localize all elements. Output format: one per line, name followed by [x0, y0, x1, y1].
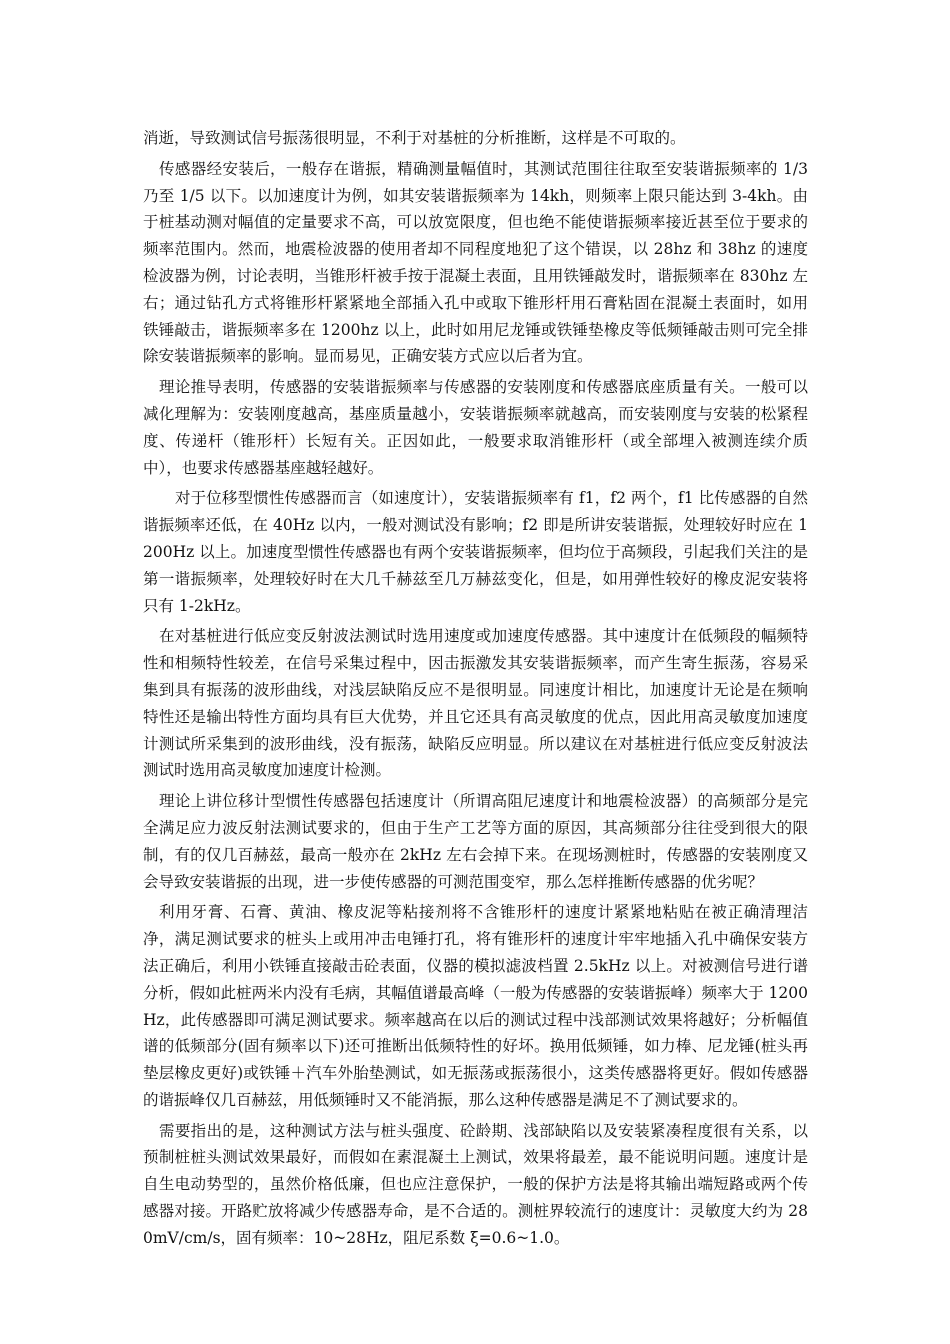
paragraph-6: 理论上讲位移计型惯性传感器包括速度计（所谓高阻尼速度计和地震检波器）的高频部分是完全满足应力波反射法测试要求的，但由于生产工艺等方面的原因，其高频部分往往受到很大的限制，有的仅几百赫兹，最高一般亦在 2kHz 左右会掉下来。在现场测桩时，传感器的安装刚度又会导致安装谐振的出现，进一步使传感器的可测范围变窄，那么怎样推断传感器的优劣呢？ — [143, 792, 808, 891]
paragraph-2: 传感器经安装后，一般存在谐振，精确测量幅值时，其测试范围往往取至安装谐振频率的 1/3 乃至 1/5 以下。以加速度计为例，如其安装谐振频率为 14kh，则频率上限只能达到 3-4kh。由于桩基动测对幅值的定量要求不高，可以放宽限度，但也绝不能使谐振频率接近甚至位于要求的频率范围内。然而，地震检波器的使用者却不同程度地犯了这个错误，以 28hz 和 38hz 的速度检波器为例，讨论表明，当锥形杆被手按于混凝土表面，且用铁锤敲发时，谐振频率在 830hz 左右；通过钻孔方式将锥形杆紧紧地全部插入孔中或取下锥形杆用石膏粘固在混凝土表面时，如用铁锤敲击，谐振频率多在 1200hz 以上，此时如用尼龙锤或铁锤垫橡皮等低频锤敲击则可完全排除安装谐振频率的影响。显而易见，正确安装方式应以后者为宜。 — [143, 159, 808, 366]
paragraph-1: 消逝，导致测试信号振荡很明显，不利于对基桩的分析推断，这样是不可取的。 — [143, 129, 686, 147]
paragraph-7: 利用牙膏、石膏、黄油、橡皮泥等粘接剂将不含锥形杆的速度计紧紧地粘贴在被正确清理洁净，满足测试要求的桩头上或用冲击电锤打孔，将有锥形杆的速度计牢牢地插入孔中确保安装方法正确后，利用小铁锤直接敲击砼表面，仪器的模拟滤波档置 2.5kHz 以上。对被测信号进行谱分析，假如此桩两米内没有毛病，其幅值谱最高峰（一般为传感器的安装谐振峰）频率大于 1200Hz，此传感器即可满足测试要求。频率越高在以后的测试过程中浅部测试效果将越好；分析幅值谱的低频部分(固有频率以下)还可推断出低频特性的好坏。换用低频锤，如力棒、尼龙锤(桩头再垫层橡皮更好)或铁锤＋汽车外胎垫测试，如无振荡或振荡很小，这类传感器将更好。假如传感器的谐振峰仅几百赫兹，用低频锤时又不能消振，那么这种传感器是满足不了测试要求的。 — [143, 903, 808, 1109]
document-body — [143, 125, 808, 1256]
paragraph-4: 对于位移型惯性传感器而言（如速度计），安装谐振频率有 f1，f2 两个，f1 比传感器的自然谐振频率还低，在 40Hz 以内，一般对测试没有影响；f2 即是所讲安装谐振，处理较好时应在 1200Hz 以上。加速度型惯性传感器也有两个安装谐振频率，但均位于高频段，引起我们关注的是第一谐振频率，处理较好时在大几千赫兹至几万赫兹变化，但是，如用弹性较好的橡皮泥安装将只有 1-2kHz。 — [143, 489, 808, 615]
paragraph-5: 在对基桩进行低应变反射波法测试时选用速度或加速度传感器。其中速度计在低频段的幅频特性和相频特性较差，在信号采集过程中，因击振激发其安装谐振频率，而产生寄生振荡，容易采集到具有振荡的波形曲线，对浅层缺陷反应不是很明显。同速度计相比，加速度计无论是在频响特性还是输出特性方面均具有巨大优势，并且它还具有高灵敏度的优点，因此用高灵敏度加速度计测试所采集到的波形曲线，没有振荡，缺陷反应明显。所以建议在对基桩进行低应变反射波法测试时选用高灵敏度加速度计检测。 — [143, 627, 808, 780]
paragraph-8: 需要指出的是，这种测试方法与桩头强度、砼龄期、浅部缺陷以及安装紧凑程度很有关系，以预制桩桩头测试效果最好，而假如在素混凝土上测试，效果将最差，最不能说明问题。速度计是自生电动势型的，虽然价格低廉，但也应注意保护，一般的保护方法是将其输出端短路或两个传感器对接。开路贮放将减少传感器寿命，是不合适的。测桩界较流行的速度计：灵敏度大约为 280mV/cm/s，固有频率：10~28Hz，阻尼系数 ξ=0.6~1.0。 — [143, 1121, 808, 1247]
paragraph-3: 理论推导表明，传感器的安装谐振频率与传感器的安装刚度和传感器底座质量有关。一般可以减化理解为：安装刚度越高，基座质量越小，安装谐振频率就越高，而安装刚度与安装的松紧程度、传递杆（锥形杆）长短有关。正因如此，一般要求取消锥形杆（或全部埋入被测连续介质中），也要求传感器基座越轻越好。 — [143, 378, 808, 477]
